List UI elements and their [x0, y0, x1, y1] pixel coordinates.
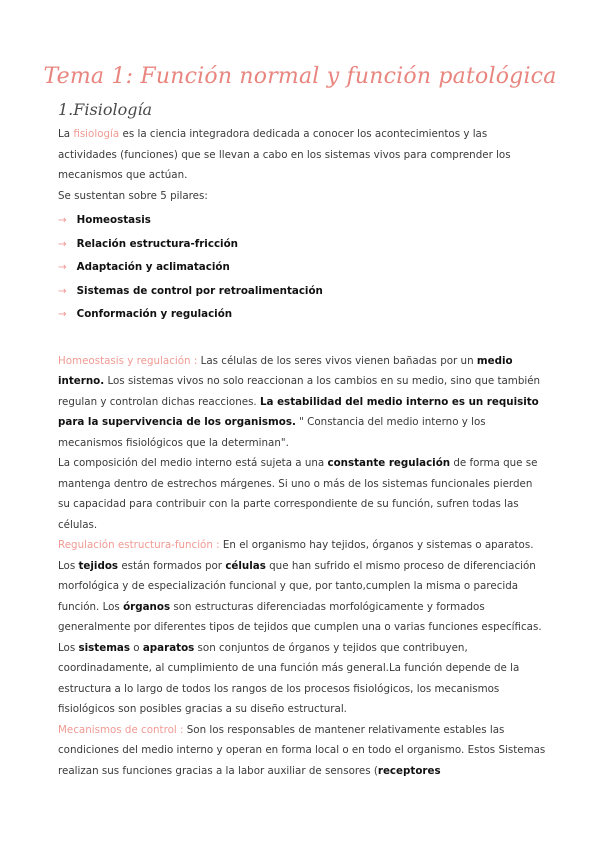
pillars-intro: Se sustentan sobre 5 pilares:	[58, 189, 208, 202]
intro-paragraph: La fisiología es la ciencia integradora dedicada a conocer los acontecimientos y las actividades (funciones) que se llevan a cabo en los sistemas vivos para comprender los mecanismos que actúan.	[58, 128, 511, 181]
pillars-list	[58, 209, 546, 327]
control-label: Mecanismos de control :	[58, 723, 184, 736]
list-item: → Conformación y regulación	[58, 308, 233, 321]
list-item: → Homeostasis	[58, 214, 151, 226]
control-paragraph: Mecanismos de control : Son los responsables de mantener relativamente estables las condiciones del medio interno y operan en forma local o en todo el organismo. Estos Sistemas realizan sus funciones gracias a la labor auxiliar de sensores (receptores	[58, 723, 546, 777]
arrow-right-icon: →	[58, 237, 67, 250]
list-item: → Adaptación y aclimatación	[58, 261, 230, 274]
homeostasis-label: Homeostasis y regulación :	[58, 354, 198, 367]
list-item: → Relación estructura-fricción	[58, 237, 238, 250]
estructura-label: Regulación estructura-función :	[58, 539, 220, 552]
term-fisiologia: fisiología	[73, 128, 120, 140]
estructura-paragraph: Regulación estructura-función : En el organismo hay tejidos, órganos y sistemas o aparatos. Los tejidos están formados por células que han sufrido el mismo proceso de diferenciación morfológica y de especialización funcional y que, por tanto,cumplen la misma o parecida función. Los órganos son estructuras diferenciadas morfológicamente y formados generalmente por diferentes tipos de tejidos que cumplen una o varias funciones específicas. Los sistemas o aparatos son conjuntos de órganos y tejidos que contribuyen, coordinadamente, al cumplimiento de una función más general.La función depende de la estructura a lo largo de todos los rangos de los procesos fisiológicos, los mecanismos fisiológicos son posibles gracias a su diseño estructural.	[58, 539, 542, 716]
list-item: → Sistemas de control por retroalimentación	[58, 284, 323, 297]
document-body	[58, 124, 546, 781]
section-heading: 1.Fisiología	[58, 100, 153, 119]
composicion-paragraph: La composición del medio interno está sujeta a una constante regulación de forma que se mantenga dentro de estrechos márgenes. Si uno o más de los sistemas funcionales pierden su capacidad para contribuir con la parte correspondiente de su función, sufren todas las células.	[58, 457, 538, 531]
arrow-right-icon: →	[58, 261, 67, 274]
arrow-right-icon: →	[58, 284, 67, 297]
homeostasis-paragraph: Homeostasis y regulación : Las células de los seres vivos vienen bañadas por un medio interno. Los sistemas vivos no solo reaccionan a los cambios en su medio, sino que también regulan y controlan dichas reacciones. La estabilidad del medio interno es un requisito para la supervivencia de los organismos. " Constancia del medio interno y los mecanismos fisiológicos que la determinan".	[58, 354, 541, 449]
arrow-right-icon: →	[58, 214, 67, 226]
document-title: Tema 1: Función normal y función patológica	[43, 64, 557, 89]
arrow-right-icon: →	[58, 308, 67, 321]
